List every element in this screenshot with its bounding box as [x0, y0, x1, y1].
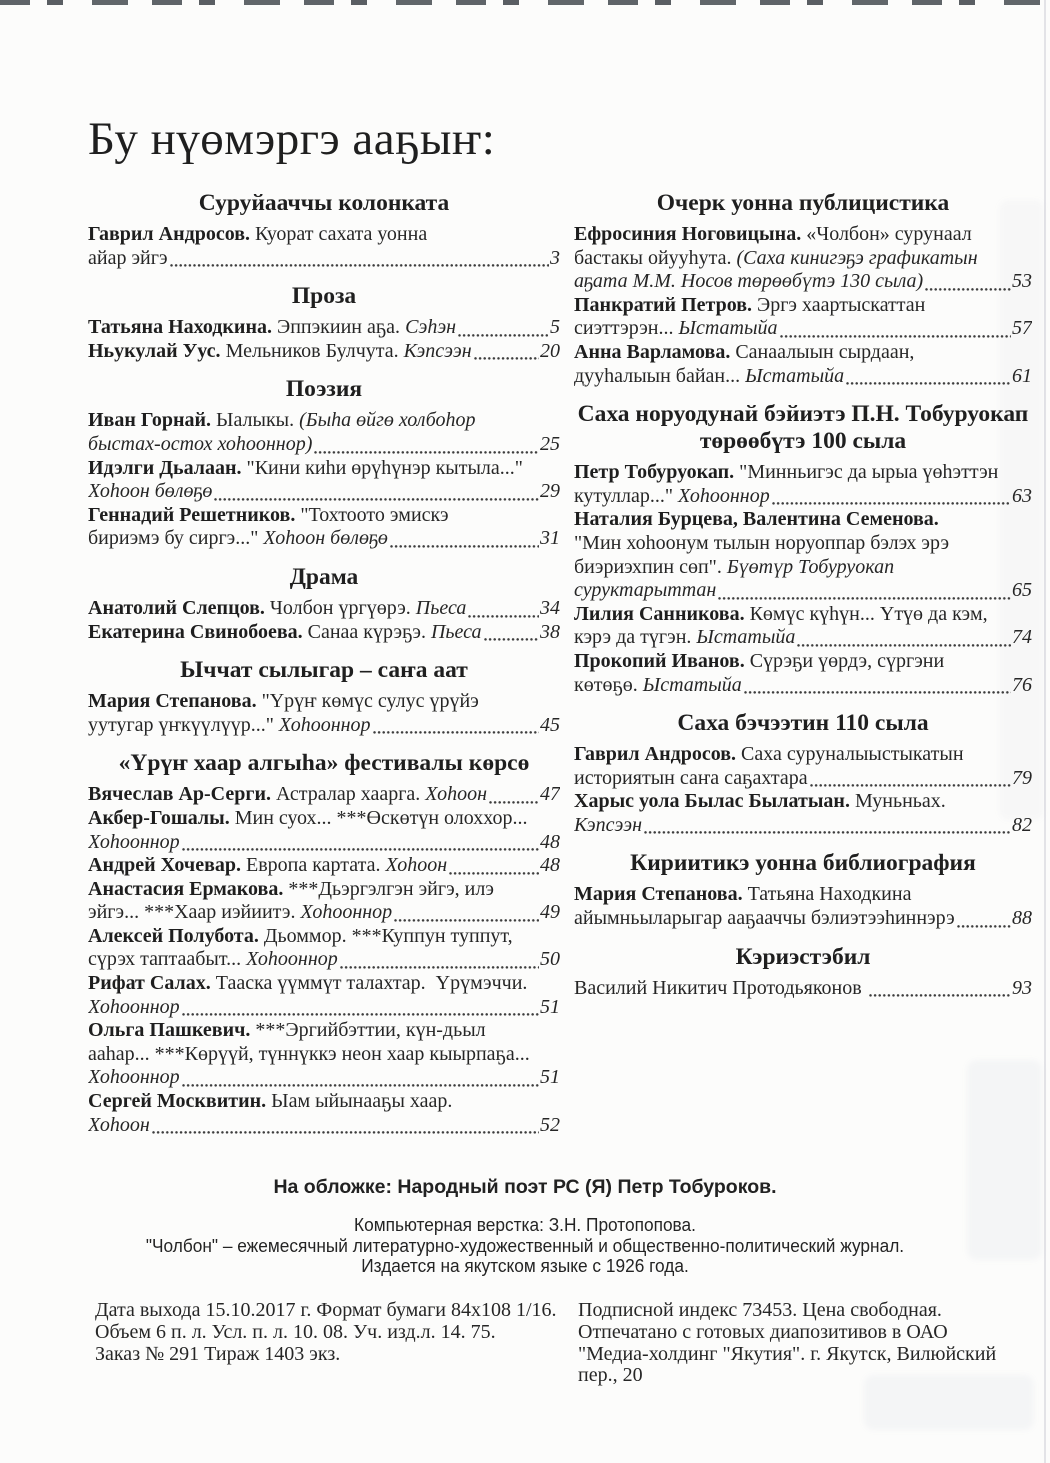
section-heading: Суруйааччы колонката [198, 190, 450, 216]
dot-leader [810, 780, 1011, 787]
print-info-line: Отпечатано с готовых диапозитивов в ОАО [578, 1320, 948, 1343]
page-number: 79 [1012, 766, 1032, 789]
author-name: Гаврил Андросов. [574, 743, 742, 766]
dot-leader [314, 447, 539, 454]
toc-entry [574, 223, 1032, 294]
dot-leader [373, 727, 539, 734]
toc-left-column [88, 190, 560, 1137]
dot-leader [957, 921, 1011, 928]
page-number: 34 [540, 596, 560, 619]
page-number: 38 [540, 620, 560, 643]
work-title: Санаа күрэҕэ. [307, 620, 431, 643]
page-number: 88 [1012, 907, 1032, 930]
author-name: Ольга Пашкевич. [88, 1019, 256, 1042]
page-number: 31 [540, 527, 560, 550]
toc-entry-line [88, 433, 560, 457]
imprint-line: Компьютерная верстка: З.Н. Протопопова. [354, 1215, 696, 1235]
toc-entry-line [88, 247, 560, 271]
page-number: 3 [550, 246, 560, 269]
toc-entry [574, 461, 1032, 508]
dot-leader [182, 1080, 539, 1087]
toc-entry-line [88, 690, 560, 714]
work-title: "Мин хоһоонум тылын норуоппар бэлэх эрэ [574, 531, 950, 554]
toc-entry-line [574, 317, 1032, 341]
page-number: 82 [1012, 813, 1032, 836]
author-name: Анна Варламова. [574, 340, 736, 363]
author-name: Петр Тобуруокап. [574, 461, 740, 484]
print-info-right [578, 1300, 1038, 1387]
work-title: "Минньигэс да ырыа үөһэттэн [739, 461, 999, 484]
genre-label: Кэпсээн [574, 813, 643, 836]
page-number: 47 [540, 783, 560, 806]
page-number: 63 [1012, 484, 1032, 507]
toc-entry-line [88, 714, 560, 738]
print-info-line: Объем 6 п. л. Усл. п. л. 10. 08. Уч. изд.л. 14. 75. [95, 1320, 496, 1343]
toc-entry-line [574, 223, 1032, 247]
author-name: Ньукулай Уус. [88, 339, 226, 362]
toc-section [574, 850, 1032, 930]
genre-label: Ыстатыйа [642, 673, 742, 696]
toc-section [88, 190, 560, 270]
genre-label: Хоһооннор [300, 901, 393, 924]
section-heading: Ыччат сылыгар – саҥа аат [180, 657, 468, 684]
dot-leader [772, 498, 1011, 505]
toc-entry-line [88, 597, 560, 621]
toc-entry [88, 409, 560, 456]
toc-entry [574, 977, 1032, 1001]
section-heading: Драма [289, 563, 359, 590]
section-heading: Саха норуодунай бэйиэтэ П.Н. Тобуруокап төрөөбүтэ 100 сыла [577, 401, 1029, 455]
author-name: Мария Степанова. [88, 690, 262, 713]
section-heading: Очерк уонна публицистика [656, 190, 950, 216]
work-title: кутуллар..." [574, 484, 679, 507]
author-name: Татьяна Находкина. [88, 316, 277, 339]
toc-entry-line [574, 977, 1032, 1001]
page-number: 50 [540, 948, 560, 971]
toc-entry-line [574, 270, 1032, 294]
toc-entry-line [574, 556, 1032, 580]
section-heading: «Үрүҥ хаар алгыһа» фестивалы көрсө [118, 750, 530, 777]
dot-leader [797, 640, 1011, 647]
author-name: Анастасия Ермакова. [88, 877, 289, 900]
toc-section [88, 376, 560, 551]
page-number: 25 [540, 432, 560, 455]
toc-entry-line [574, 883, 1032, 907]
dot-leader [182, 844, 539, 851]
work-title: биэриэхпин сөп". [574, 555, 727, 578]
page-number: 48 [540, 830, 560, 853]
author-name: Мария Степанова. [574, 883, 748, 906]
work-title: "Тохтоото эмискэ [300, 503, 449, 526]
toc-entry [88, 690, 560, 737]
toc-entry-line [88, 1114, 560, 1138]
page-number: 5 [550, 316, 560, 339]
work-title: эйгэ... ***Хаар иэйиитэ. [88, 901, 301, 924]
toc-entry [88, 504, 560, 551]
toc-entry-line [574, 674, 1032, 698]
toc-entry-line [574, 461, 1032, 485]
print-info-left [95, 1300, 565, 1365]
print-info-line: Дата выхода 15.10.2017 г. Формат бумаги 84х108 1/16. [95, 1299, 557, 1321]
toc-right-column [574, 190, 1032, 1000]
toc-entry [574, 341, 1032, 388]
genre-label: Хоһооннор [278, 713, 371, 736]
dot-leader [718, 593, 1011, 600]
dot-leader [468, 611, 539, 618]
genre-label: Хоһоон [88, 1113, 150, 1136]
toc-section [574, 944, 1032, 1001]
toc-entry-line [88, 1019, 560, 1043]
toc-entry [574, 294, 1032, 341]
dot-leader [394, 915, 539, 922]
author-name: Алексей Полубота. [88, 924, 264, 947]
toc-entry-line [574, 579, 1032, 603]
toc-entry-line [88, 223, 560, 247]
genre-label: Бүөтүр Тобуруокап [726, 555, 895, 578]
work-title: "Кини киһи өрүһүнэр кытыла..." [246, 456, 523, 479]
work-title: Дьоммор. ***Куппун туппут, [263, 924, 513, 947]
work-title: Чолбон үргүөрэ. [269, 596, 416, 619]
author-name: Вячеслав Ар-Серги. [88, 783, 276, 806]
dot-leader [484, 634, 539, 641]
dot-leader [869, 990, 1011, 997]
genre-label: Хоһоон [385, 854, 448, 877]
dot-leader [182, 1009, 539, 1016]
toc-entry-line [574, 626, 1032, 650]
toc-entry-line [88, 1043, 560, 1067]
dot-leader [474, 353, 539, 360]
work-title: Тааска үүммүт талахтар. Үрүмэччи. [215, 972, 528, 995]
toc-entry-line [574, 790, 1032, 814]
author-name: Харыс уола Былас Былатыан. [574, 790, 855, 813]
dot-leader [340, 962, 539, 969]
work-title: Астралар хаарга. [275, 783, 426, 806]
toc-section [88, 750, 560, 1137]
genre-label: Ыстатыйа [745, 364, 845, 387]
section-heading: Проза [291, 283, 357, 310]
toc-section [574, 710, 1032, 837]
work-title: кэрэ да түгэн. [574, 626, 697, 649]
toc-entry-line [574, 365, 1032, 389]
toc-entry-line [88, 527, 560, 551]
dot-leader [744, 687, 1011, 694]
toc-entry-line [88, 807, 560, 831]
toc-entry [88, 807, 560, 854]
work-title: Санаалыын сырдаан, [735, 340, 915, 363]
author-name: Идэлги Дьалаан. [88, 456, 247, 479]
genre-label: (Саха кинигэҕэ графикатын [736, 246, 978, 269]
toc-section [88, 283, 560, 363]
toc-entry [88, 316, 560, 340]
dot-leader [449, 868, 539, 875]
dot-leader [170, 260, 549, 267]
toc-entry-line [574, 907, 1032, 931]
work-title: айар эйгэ [88, 246, 168, 269]
work-title: «Чолбон» сурунаал [806, 223, 972, 245]
work-title: Муньньах. [854, 790, 946, 813]
genre-label: Хоһооннор [88, 830, 180, 853]
author-name: Геннадий Решетников. [88, 503, 301, 526]
work-title: Көмүс күһүн... Үтүө да кэм, [749, 602, 988, 625]
author-name: Иван Горнай. [88, 409, 217, 432]
toc-entry-line [574, 650, 1032, 674]
author-name: Лилия Санникова. [574, 602, 750, 625]
work-title: Куорат сахата уонна [255, 223, 428, 245]
author-name: Панкратий Петров. [574, 293, 758, 316]
cover-note: На обложке: Народный поэт РС (Я) Петр Тобуроков. [273, 1176, 777, 1198]
section-heading: Поэзия [285, 376, 363, 403]
page-number: 61 [1012, 364, 1032, 387]
author-name: Прокопий Иванов. [574, 649, 750, 672]
toc-entry-line [574, 743, 1032, 767]
page-number: 65 [1012, 579, 1032, 602]
genre-label: аҕата М.М. Носов төрөөбүтэ 130 сыла) [574, 270, 924, 293]
genre-label: (Быһа өйгө холбоһор [299, 409, 476, 432]
toc-entry [88, 878, 560, 925]
page-number: 45 [540, 713, 560, 736]
author-name: Андрей Хочевар. [88, 854, 246, 877]
page-number: 93 [1012, 976, 1032, 999]
work-title: Саха суруналыыстыкатын [741, 743, 964, 766]
toc-entry-line [574, 508, 1032, 532]
author-name: Ефросиния Ноговицына. [574, 223, 807, 245]
work-title: сүрэх таптаабыт... [88, 948, 247, 971]
work-title: Сүрэҕи үөрдэ, сүргэни [749, 649, 945, 672]
genre-label: Хоһооннор [678, 484, 770, 507]
dot-leader [458, 330, 549, 337]
toc-entry-line [88, 901, 560, 925]
toc-entry-line [88, 504, 560, 528]
dot-leader [214, 494, 539, 501]
toc-entry-line [574, 247, 1032, 271]
author-name: Наталия Бурцева, Валентина Семенова. [574, 508, 939, 531]
toc-entry-line [574, 767, 1032, 791]
toc-entry-line [88, 480, 560, 504]
page-number: 20 [540, 339, 560, 362]
toc-entry [88, 223, 560, 270]
author-name: Гаврил Андросов. [88, 223, 256, 245]
genre-label: Пьеса [430, 620, 482, 643]
toc-entry-line [88, 457, 560, 481]
toc-entry-line [88, 972, 560, 996]
toc-entry-line [88, 831, 560, 855]
work-title: Эппэкиин аҕа. [276, 316, 406, 339]
work-title: историятын саҥа саҕахтара [574, 766, 808, 789]
toc-entry [88, 925, 560, 972]
toc-entry-line [88, 316, 560, 340]
work-title: сиэттэрэн... [574, 317, 679, 340]
toc-entry-line [88, 621, 560, 645]
page-number: 49 [540, 901, 560, 924]
work-title: бириэмэ бу сиргэ..." [88, 527, 264, 550]
toc-entry [88, 972, 560, 1019]
genre-label: Кэпсээн [403, 339, 472, 362]
author-name: Сергей Москвитин. [88, 1090, 272, 1113]
genre-label: Хоһоон бөлөҕө [88, 480, 213, 503]
toc-entry-line [88, 948, 560, 972]
dot-leader [644, 827, 1011, 834]
work-title: Европа картата. [246, 854, 386, 877]
print-info-line: Заказ № 291 Тираж 1403 экз. [95, 1342, 341, 1365]
toc-entry [88, 340, 560, 364]
toc-entry [574, 650, 1032, 697]
toc-section [574, 401, 1032, 697]
toc-entry [574, 790, 1032, 837]
toc-entry-line [574, 485, 1032, 509]
toc-entry-line [574, 294, 1032, 318]
toc-entry [88, 1019, 560, 1090]
genre-label: быстах-остох хоһооннор) [88, 432, 313, 455]
toc-entry-line [574, 814, 1032, 838]
dot-leader [489, 797, 539, 804]
page-number: 74 [1012, 626, 1032, 649]
page-number: 52 [540, 1113, 560, 1136]
toc-entry-line [88, 878, 560, 902]
genre-label: Хоһоон бөлөҕө [263, 527, 388, 550]
genre-label: суруктарыттан [574, 579, 717, 602]
author-name: Екатерина Свинобоева. [88, 620, 308, 643]
imprint-block [21, 1215, 1029, 1277]
toc-entry [88, 783, 560, 807]
print-info-line: Подписной индекс 73453. Цена свободная. [578, 1299, 942, 1321]
toc-entry-line [574, 603, 1032, 627]
toc-entry [574, 883, 1032, 930]
imprint-line: Издается на якутском языке с 1926 года. [361, 1256, 689, 1276]
author-name: Рифат Салах. [88, 972, 216, 995]
work-title: айымньыларыгар ааҕааччы бэлиэтээһиннэрэ [574, 907, 955, 930]
toc-entry [88, 621, 560, 645]
work-title: Эргэ хаартыскаттан [757, 293, 926, 316]
toc-entry-line [88, 1090, 560, 1114]
work-title: Василий Никитич Протодьяконов [574, 976, 867, 999]
page-number: 53 [1012, 270, 1032, 293]
toc-entry-line [88, 783, 560, 807]
author-name: Анатолий Слепцов. [88, 596, 270, 619]
work-title: Мельников Булчута. [225, 339, 404, 362]
page-edge-shadow [1044, 0, 1046, 1463]
author-name: Акбер-Гошалы. [88, 806, 235, 829]
work-title: ааһар... ***Көрүүй, түннүккэ неон хаар кыырпаҕа... [88, 1042, 530, 1065]
toc-entry-line [88, 996, 560, 1020]
genre-label: Ыстатыйа [678, 317, 778, 340]
page-number: 57 [1012, 317, 1032, 340]
toc-entry-line [88, 925, 560, 949]
toc-entry-line [574, 532, 1032, 556]
work-title: ***Дьэргэлгэн эйгэ, илэ [288, 877, 494, 900]
toc-section [574, 190, 1032, 388]
imprint-line: "Чолбон" – ежемесячный литературно-художественный и общественно-политический журнал. [145, 1235, 905, 1256]
toc-entry-line [88, 854, 560, 878]
genre-label: Ыстатыйа [696, 626, 796, 649]
genre-label: Хоһооннор [246, 948, 338, 971]
dot-leader [390, 541, 539, 548]
work-title: дууһалыын байан... [574, 364, 746, 387]
toc-entry [88, 457, 560, 504]
work-title: Мин суох... ***Өскөтүн олоххор... [234, 806, 528, 829]
dot-leader [780, 331, 1011, 338]
work-title: "Үрүҥ көмүс сулус үрүйэ [261, 690, 479, 713]
page-number: 51 [540, 1066, 560, 1089]
work-title: Ыалыкы. [216, 409, 300, 432]
work-title: көтөҕө. [574, 673, 643, 696]
dot-leader [925, 284, 1011, 291]
page-number: 48 [540, 854, 560, 877]
toc-entry-line [574, 341, 1032, 365]
work-title: уутугар үҥкүүлүүр..." [88, 713, 279, 736]
toc-entry-line [88, 1066, 560, 1090]
print-info-line: "Медиа-холдинг "Якутия". г. Якутск, Вилюйский пер., 20 [578, 1342, 997, 1387]
section-heading: Кэриэстэбил [735, 943, 871, 970]
toc-section [88, 564, 560, 644]
work-title: Ыам ыйынааҕы хаар. [271, 1090, 453, 1113]
section-heading: Кириитикэ уонна библиография [630, 850, 976, 877]
genre-label: Хоһооннор [88, 1066, 180, 1089]
toc-entry [88, 597, 560, 621]
genre-label: Сэһэн [405, 316, 457, 339]
genre-label: Пьеса [415, 596, 467, 619]
scan-artifact-top-edge [0, 0, 1050, 5]
section-heading: Саха бэчээтин 110 сыла [677, 710, 929, 737]
toc-entry [88, 1090, 560, 1137]
work-title: бастакы ойууһута. [574, 246, 737, 269]
toc-entry [574, 508, 1032, 602]
toc-entry-line [88, 340, 560, 364]
work-title: ***Эргийбэттии, күн-дьыл [255, 1019, 486, 1042]
toc-entry [574, 743, 1032, 790]
page-title: Бу нүөмэргэ ааҕыҥ: [88, 113, 496, 165]
page-number: 51 [540, 995, 560, 1018]
page-number: 76 [1012, 673, 1032, 696]
page-number: 29 [540, 480, 560, 503]
genre-label: Хоһооннор [88, 995, 180, 1018]
toc-section [88, 657, 560, 737]
dot-leader [846, 378, 1011, 385]
dot-leader [152, 1127, 539, 1134]
work-title: Татьяна Находкина [747, 883, 912, 906]
toc-entry-line [88, 409, 560, 433]
toc-entry [88, 854, 560, 878]
genre-label: Хоһоон [425, 783, 488, 806]
toc-entry [574, 603, 1032, 650]
